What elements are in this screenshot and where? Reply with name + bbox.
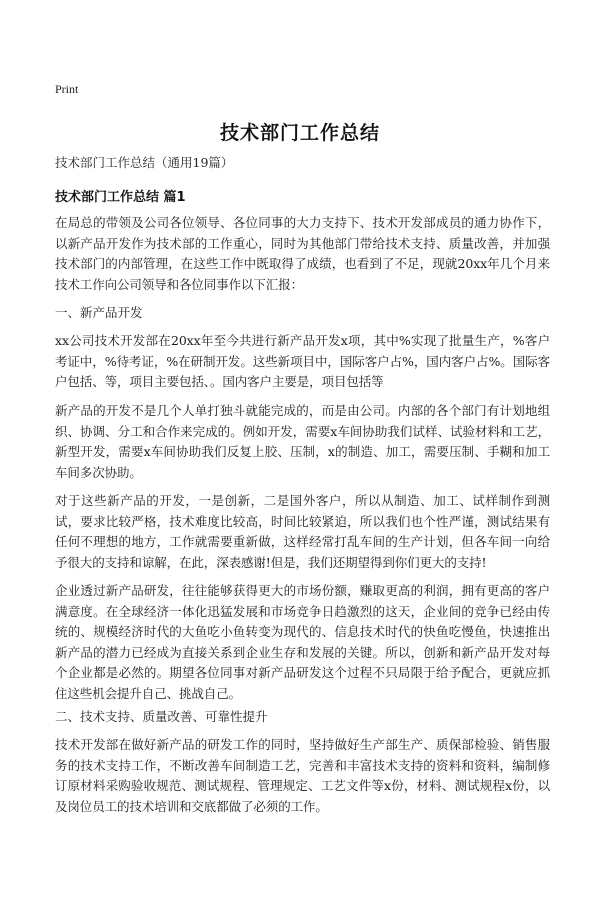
intro-paragraph: 在局总的带领及公司各位领导、各位同事的大力支持下、技术开发部成员的通力协作下，以新产品开发作为技术部的工作重心，同时为其他部门带给技术支持、质量改善，并加强技术部门的内部管理，在这些工作中既取得了成绩，也看到了不足，现就20xx年几个月来技术工作向公司领导和各位同事作以下汇报：	[55, 215, 550, 292]
section-heading: 技术部门工作总结 篇1	[55, 190, 186, 205]
paragraph-product-stats: xx公司技术开发部在20xx年至今共进行新产品开发x项，其中%实现了批量生产，%客户考证中，%待考证，%在研制开发。这些新项目中，国际客户占%，国内客户占%。国际客户包括、等，项目主要包括、。国内客户主要是，项目包括等	[55, 333, 550, 389]
document-subtitle: 技术部门工作总结（通用19篇）	[55, 155, 234, 170]
subheading-tech-support: 二、技术支持、质量改善、可靠性提升	[55, 709, 268, 724]
page-title: 技术部门工作总结	[219, 122, 380, 144]
subheading-new-product: 一、新产品开发	[55, 305, 143, 320]
paragraph-innovation: 企业透过新产品研发，往往能够获得更大的市场份额，赚取更高的利润，拥有更高的客户满意度。在全球经济一体化迅猛发展和市场竞争日趋激烈的这天，企业间的竞争已经由传统的、规模经济时代的大鱼吃小鱼转变为现代的、信息技术时代的快鱼吃慢鱼，快速推出新产品的潜力已经成为直接关系到企业生存和发展的关键。所以，创新和新产品开发对每个企业都是必然的。期望各位同事对新产品研发这个过程不只局限于给予配合，更就应抓住这些机会提升自己、挑战自己。	[55, 583, 550, 701]
paragraph-collaboration: 新产品的开发不是几个人单打独斗就能完成的，而是由公司。内部的各个部门有计划地组织、协调、分工和合作来完成的。例如开发，需要x车间协助我们试样、试验材料和工艺，新型开发，需要x车间协助我们反复上胶、压制，x的制造、加工，需要压制、手糊和加工车间多次协助。	[55, 403, 550, 480]
paragraph-development-challenges: 对于这些新产品的开发，一是创新，二是国外客户，所以从制造、加工、试样制作到测试，要求比较严格，技术难度比较高，时间比较紧迫，所以我们也个性严谨，测试结果有任何不理想的地方，工作就需要重新做，这样经常打乱车间的生产计划，但各车间一向给予很大的支持和谅解，在此，深表感谢!但是，我们还期望得到你们更大的支持!	[55, 493, 550, 570]
print-label: Print	[55, 82, 79, 96]
paragraph-tech-support: 技术开发部在做好新产品的研发工作的同时，坚持做好生产部生产、质保部检验、销售服务的技术支持工作，不断改善车间制造工艺，完善和丰富技术支持的资料和资料，编制修订原材料采购验收规范、测试规程、管理规定、工艺文件等x份，材料、测试规程x份，以及岗位员工的技术培训和交底都做了必须的工作。	[55, 737, 550, 814]
